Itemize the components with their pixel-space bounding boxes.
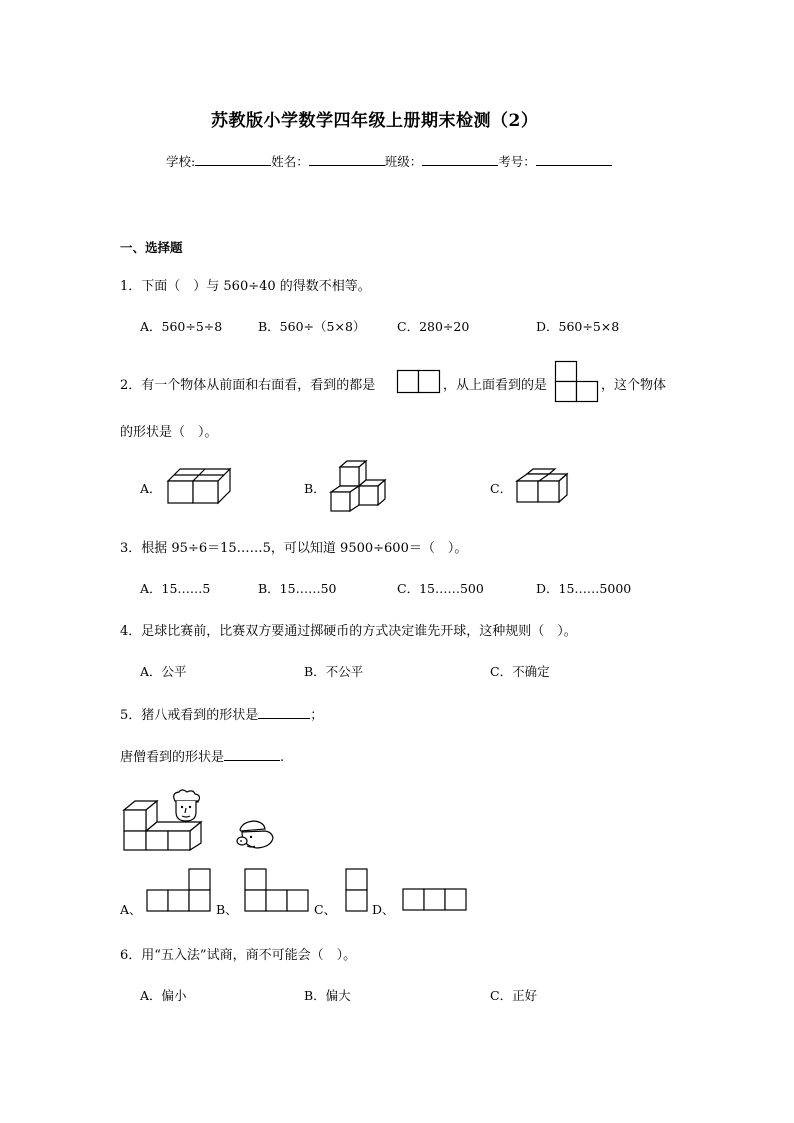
top-view-figure <box>555 361 599 403</box>
q6-stem: 6．用“五入法”试商，商不可能会（ ）。 <box>120 948 357 963</box>
q3-option-c[interactable]: C．15……500 <box>397 581 484 596</box>
q3-option-d[interactable]: D．15……5000 <box>536 581 632 596</box>
q6-option-c[interactable]: C．正好 <box>490 988 538 1003</box>
q5-line1-text: 5．猪八戒看到的形状是 <box>120 708 259 723</box>
q3-option-b[interactable]: B．15……50 <box>258 581 337 596</box>
q5-line1 <box>120 704 323 723</box>
q1-option-c[interactable]: C．280÷20 <box>397 319 470 334</box>
q5-option-b[interactable]: B、 <box>216 902 238 917</box>
q4-option-b[interactable]: B．不公平 <box>304 664 364 679</box>
q2-stem-part1: 2．有一个物体从前面和右面看，看到的都是 <box>120 378 376 393</box>
q2-option-b-figure <box>330 460 388 512</box>
class-label: 班级： <box>384 154 423 169</box>
q5-line1-end: ； <box>310 708 324 723</box>
q2-option-c-figure <box>515 468 571 506</box>
q2-option-a-figure <box>166 468 232 506</box>
q1-option-b[interactable]: B．560÷（5×8） <box>258 319 366 334</box>
q5-line2 <box>120 746 284 765</box>
q1-option-d[interactable]: D．560÷5×8 <box>536 319 620 334</box>
tang-seng-head-icon <box>174 790 200 821</box>
q5-object-figure <box>123 790 308 858</box>
q5-option-b-figure <box>244 868 312 914</box>
q5-option-d-figure <box>402 888 470 914</box>
school-blank[interactable] <box>195 153 271 166</box>
q2-option-a[interactable]: A． <box>140 481 162 496</box>
q5-option-d[interactable]: D、 <box>372 902 395 917</box>
q2-option-b[interactable]: B． <box>304 481 326 496</box>
q2-stem-part2: ，从上面看到的是 <box>443 378 548 393</box>
q5-line2-text: 唐僧看到的形状是 <box>120 750 225 765</box>
q4-stem: 4．足球比赛前，比赛双方要通过掷硬币的方式决定谁先开球，这种规则（ ）。 <box>120 624 577 639</box>
q5-blank-2[interactable] <box>224 748 280 761</box>
page-title: 苏教版小学数学四年级上册期末检测（2） <box>211 111 539 131</box>
name-label: 姓名： <box>271 154 309 169</box>
section-heading: 一、选择题 <box>120 240 183 255</box>
school-label: 学校: <box>166 154 196 169</box>
q2-stem-part3: ，这个物体 <box>601 378 667 393</box>
q1-stem: 1．下面（ ）与 560÷40 的得数不相等。 <box>120 279 371 294</box>
q3-option-a[interactable]: A．15……5 <box>140 581 211 596</box>
q5-option-a[interactable]: A、 <box>120 902 142 917</box>
class-blank[interactable] <box>422 153 498 166</box>
q4-option-c[interactable]: C．不确定 <box>490 664 550 679</box>
number-label: 考号： <box>498 154 536 169</box>
name-blank[interactable] <box>309 153 385 166</box>
q5-option-c-figure <box>345 868 371 914</box>
q4-option-a[interactable]: A．公平 <box>140 664 187 679</box>
q2-option-c[interactable]: C． <box>490 481 513 496</box>
front-view-figure <box>397 370 441 394</box>
info-line <box>166 152 612 170</box>
q1-option-a[interactable]: A．560÷5÷8 <box>140 319 223 334</box>
q6-option-a[interactable]: A．偏小 <box>140 988 187 1003</box>
q5-line2-end: . <box>280 750 285 765</box>
number-blank[interactable] <box>536 153 612 166</box>
q6-option-b[interactable]: B．偏大 <box>304 988 351 1003</box>
q5-blank-1[interactable] <box>258 706 310 719</box>
q5-option-a-figure <box>146 868 214 914</box>
q5-option-c[interactable]: C、 <box>314 902 337 917</box>
q2-stem-part4: 的形状是（ ）。 <box>120 425 218 440</box>
zhu-bajie-head-icon <box>237 821 273 848</box>
q3-stem: 3．根据 95÷6＝15……5，可以知道 9500÷600＝（ ）。 <box>120 541 468 556</box>
